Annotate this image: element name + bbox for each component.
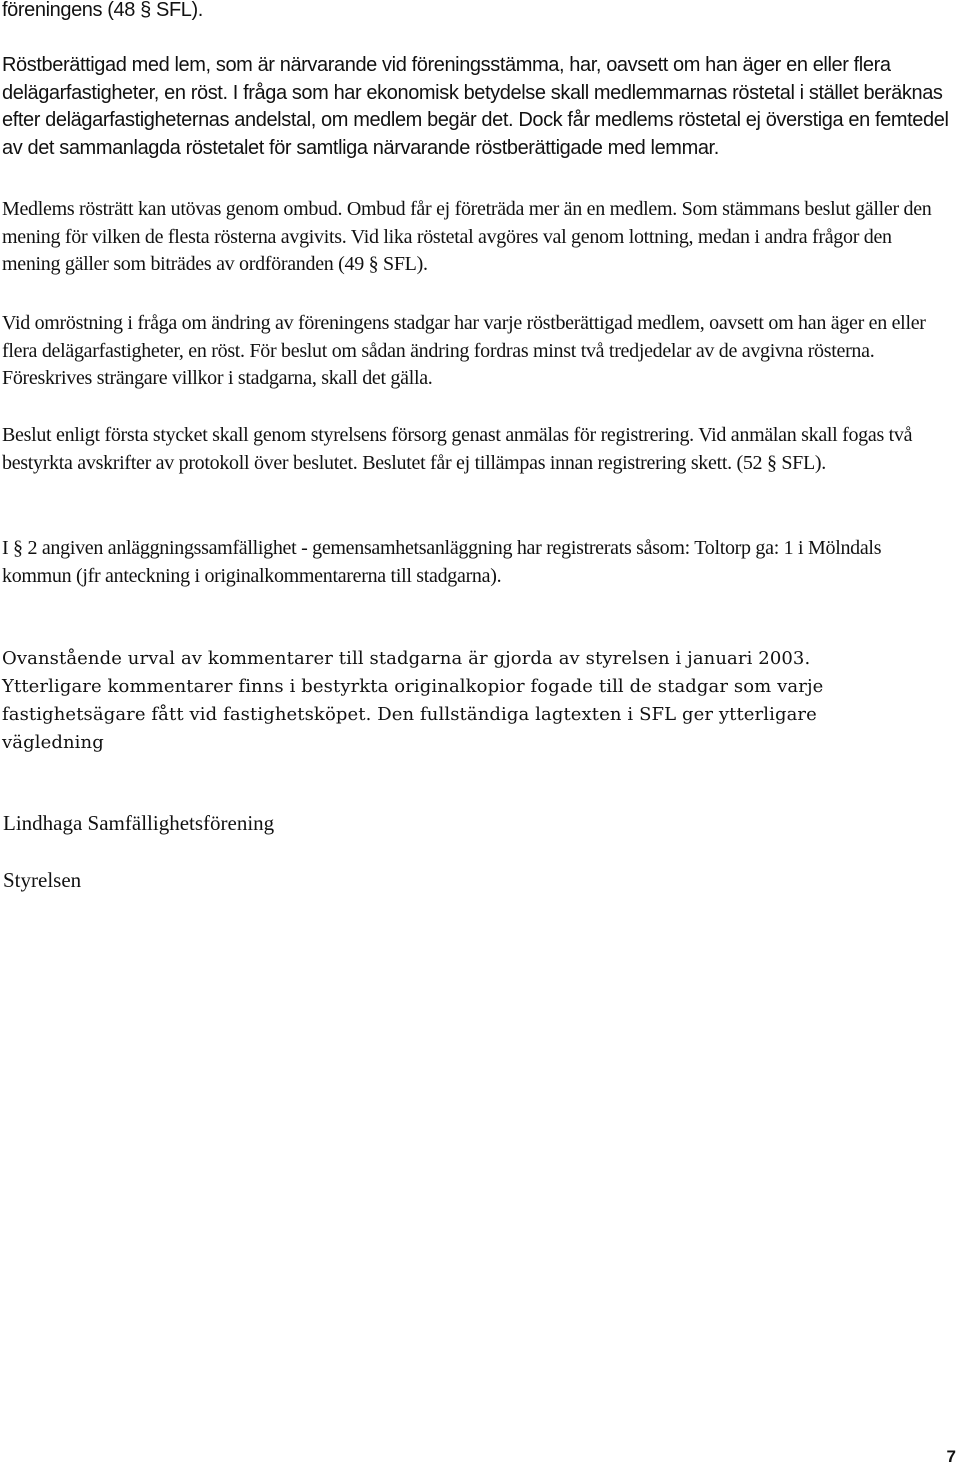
paragraph-facility-registration: I § 2 angiven anläggningssamfällighet - gemensamhetsanläggning har registrerats såsom: Toltorp ga: 1 i Mölndals kommun (jfr anteckning i originalkommentarerna till stadgarna). <box>2 537 882 587</box>
paragraph-statute-amendment: Vid omröstning i fråga om ändring av föreningens stadgar har varje röstberättigad medlem, oavsett om han äger en eller flera delägarfastigheter, en röst. För beslut om sådan ändring fordras minst två tredjedelar av de avgivna rösterna. Föreskrives strängare villkor i stadgarna, skall det gälla. <box>2 312 926 389</box>
paragraph-registration: Beslut enligt första stycket skall genom styrelsens försorg genast anmälas för registrering. Vid anmälan skall fogas två bestyrkta avskrifter av protokoll över beslutet. Beslutet får ej tillämpas innan registrering skett. (52 § SFL). <box>2 424 913 474</box>
board-note: Ovanstående urval av kommentarer till stadgarna är gjorda av styrelsen i januari 2003. Ytterligare kommentarer finns i bestyrkta originalkopior fogade till de stadgar som varje fastighetsägare fått vid fastighetsköpet. Den fullständiga lagtexten i SFL ger ytterligare vägledning <box>2 648 824 753</box>
signature-organization: Lindhaga Samfällighetsförening <box>3 811 275 835</box>
paragraph-proxy-voting: Medlems rösträtt kan utövas genom ombud. Ombud får ej företräda mer än en medlem. Som stämmans beslut gäller den mening för vilken de flesta rösterna avgivits. Vid lika röstetal avgöres val genom lottning, medan i andra frågor den mening gäller som biträdes av ordföranden (49 § SFL). <box>2 198 932 275</box>
signature-board: Styrelsen <box>3 868 82 892</box>
paragraph-continuation: föreningens (48 § SFL). <box>2 0 203 21</box>
paragraph-voting-rights: Röstberättigad med lem, som är närvarande vid föreningsstämma, har, oavsett om han äger en eller flera delägarfastigheter, en röst. I fråga som har ekonomisk betydelse skall medlemmarnas röstetal i stället beräknas efter delägarfastigheternas andelstal, om medlem begär det. Dock får medlems röstetal ej överstiga en femtedel av det sammanlagda röstetalet för samtliga närvarande röstberättigade med lemmar. <box>2 54 949 159</box>
page-number: 7 <box>946 1447 956 1466</box>
